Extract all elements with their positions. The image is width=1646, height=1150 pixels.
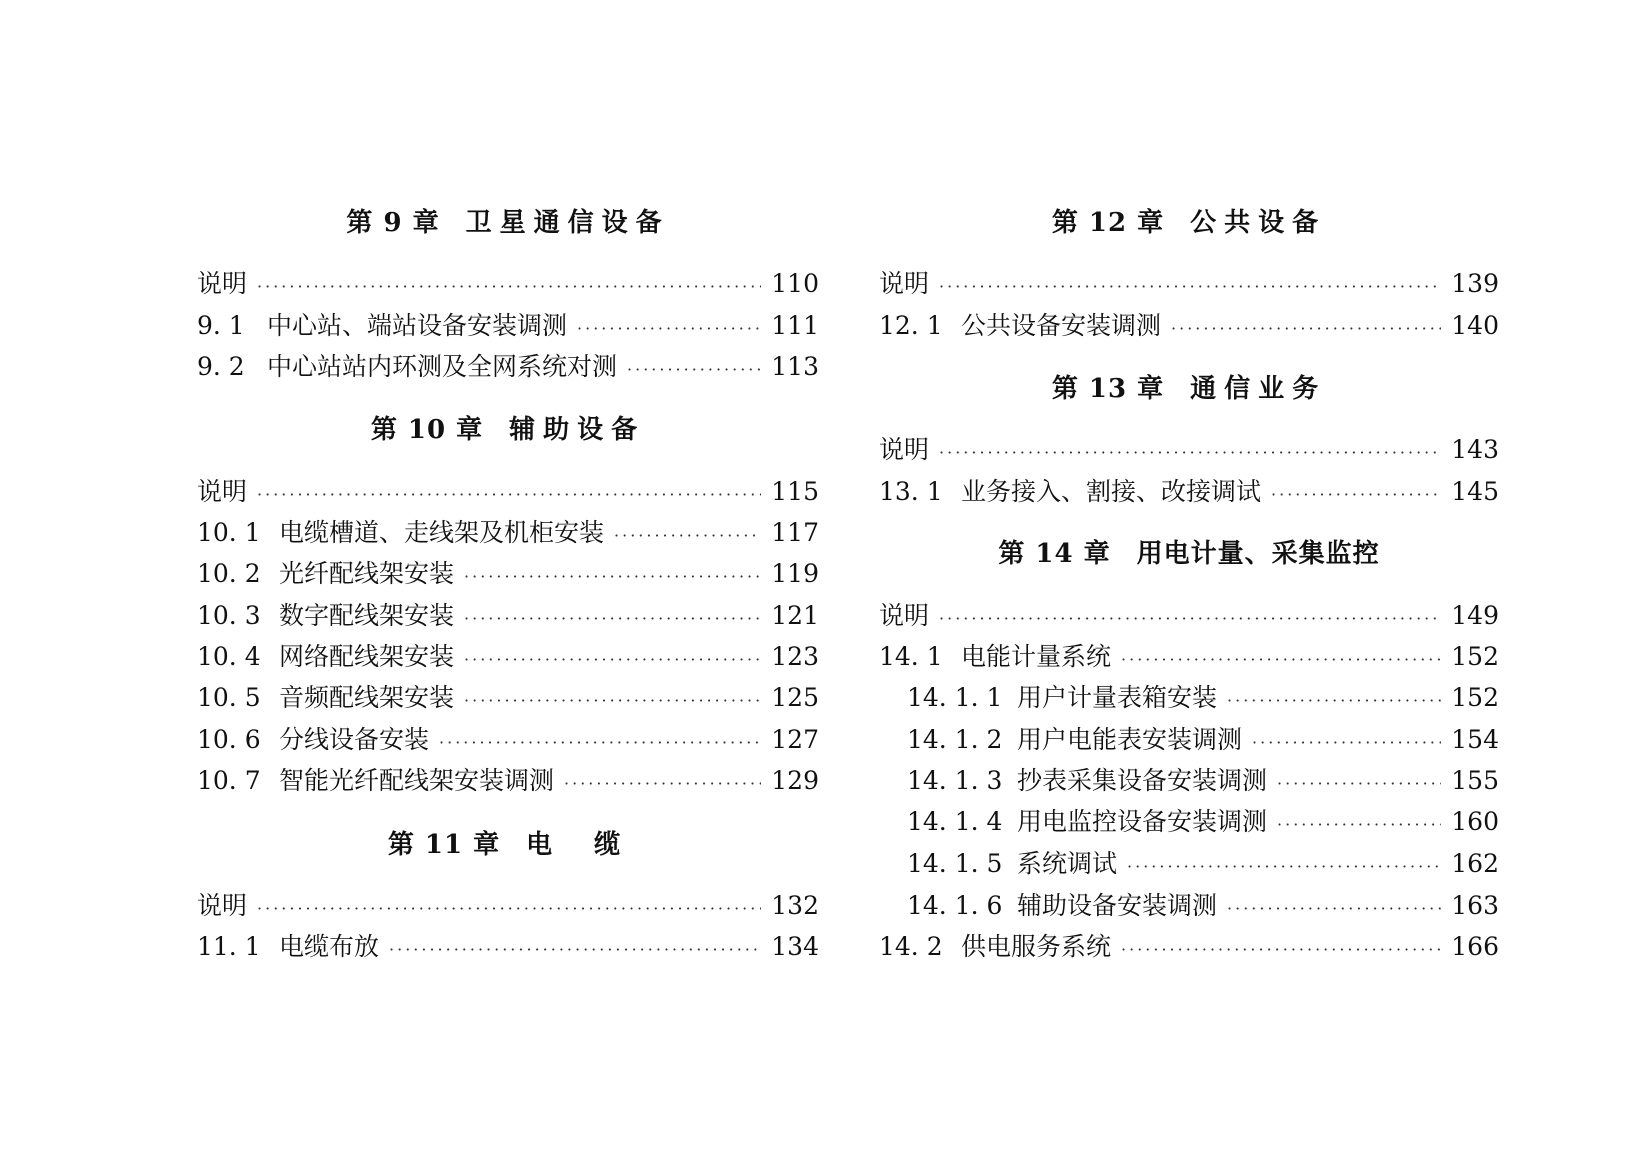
- entry-number: 9. 2: [197, 352, 245, 381]
- leader-dots: [1171, 311, 1441, 347]
- toc-entry[interactable]: [197, 929, 819, 965]
- entry-label: 说明: [197, 891, 248, 920]
- toc-subentry[interactable]: [879, 804, 1499, 840]
- toc-entry[interactable]: [879, 432, 1499, 468]
- chapter-number: 第 10 章: [370, 415, 484, 445]
- entry-page: 127: [771, 725, 819, 754]
- chapter-title: 电 缆: [526, 830, 629, 860]
- leader-dots: [1227, 891, 1441, 927]
- chapter-12-heading: [879, 203, 1499, 243]
- entry-number: 14. 1. 6: [907, 891, 1003, 920]
- entry-number: 14. 1. 4: [907, 807, 1003, 836]
- entry-number: 10. 3: [197, 601, 261, 630]
- toc-subentry[interactable]: [879, 763, 1499, 799]
- entry-label: 电能计量系统: [961, 642, 1112, 671]
- entry-label: 说明: [197, 269, 248, 298]
- chapter-title: 辅助设备: [509, 415, 646, 445]
- leader-dots: [1127, 849, 1441, 885]
- toc-entry[interactable]: [197, 888, 819, 924]
- leader-dots: [1121, 642, 1441, 678]
- chapter-title: 公共设备: [1190, 208, 1327, 238]
- entry-label: 说明: [879, 435, 930, 464]
- entry-number: 14. 1: [879, 642, 943, 671]
- entry-label: 说明: [879, 601, 930, 630]
- leader-dots: [1227, 683, 1441, 719]
- toc-entry[interactable]: [197, 474, 819, 510]
- leader-dots: [1277, 807, 1441, 843]
- leader-dots: [257, 891, 761, 927]
- leader-dots: [939, 435, 1441, 471]
- leader-dots: [464, 642, 761, 678]
- toc-entry[interactable]: [879, 639, 1499, 675]
- chapter-13-heading: [879, 369, 1499, 409]
- entry-page: 134: [771, 932, 819, 961]
- toc-entry[interactable]: [197, 639, 819, 675]
- chapter-number: 第 14 章: [998, 539, 1111, 569]
- toc-entry[interactable]: [197, 556, 819, 592]
- leader-dots: [939, 269, 1441, 305]
- entry-label: 说明: [879, 269, 930, 298]
- entry-number: 14. 1. 2: [907, 725, 1003, 754]
- entry-page: 162: [1451, 849, 1499, 878]
- entry-page: 123: [771, 642, 819, 671]
- entry-page: 154: [1451, 725, 1499, 754]
- leader-dots: [464, 559, 761, 595]
- toc-entry[interactable]: [879, 266, 1499, 302]
- entry-number: 10. 2: [197, 559, 261, 588]
- entry-number: 10. 5: [197, 683, 261, 712]
- entry-page: 166: [1451, 932, 1499, 961]
- chapter-number: 第 11 章: [387, 830, 501, 860]
- entry-number: 14. 1. 5: [907, 849, 1003, 878]
- toc-subentry[interactable]: [879, 722, 1499, 758]
- entry-number: 9. 1: [197, 311, 245, 340]
- entry-number: 14. 1. 1: [907, 683, 1003, 712]
- entry-page: 119: [771, 559, 819, 588]
- entry-number: 14. 2: [879, 932, 943, 961]
- entry-page: 110: [771, 269, 819, 298]
- entry-page: 139: [1451, 269, 1499, 298]
- entry-number: 12. 1: [879, 311, 943, 340]
- entry-label: 数字配线架安装: [279, 601, 455, 630]
- entry-number: 11. 1: [197, 932, 261, 961]
- entry-label: 公共设备安装调测: [961, 311, 1162, 340]
- entry-label: 智能光纤配线架安装调测: [279, 766, 555, 795]
- entry-label: 电缆槽道、走线架及机柜安装: [279, 518, 605, 547]
- leader-dots: [464, 601, 761, 637]
- chapter-number: 第 9 章: [346, 208, 440, 238]
- chapter-11-heading: [197, 825, 819, 865]
- toc-entry[interactable]: [197, 515, 819, 551]
- toc-entry[interactable]: [879, 308, 1499, 344]
- chapter-title: 通信业务: [1190, 374, 1327, 404]
- entry-label: 光纤配线架安装: [279, 559, 455, 588]
- entry-label: 用户计量表箱安装: [1017, 683, 1218, 712]
- entry-page: 113: [771, 352, 819, 381]
- toc-entry[interactable]: [879, 929, 1499, 965]
- entry-page: 145: [1451, 477, 1499, 506]
- toc-entry[interactable]: [197, 308, 819, 344]
- entry-page: 140: [1451, 311, 1499, 340]
- toc-subentry[interactable]: [879, 680, 1499, 716]
- entry-label: 中心站、端站设备安装调测: [267, 311, 568, 340]
- toc-entry[interactable]: [197, 266, 819, 302]
- toc-entry[interactable]: [197, 598, 819, 634]
- leader-dots: [464, 683, 761, 719]
- entry-label: 供电服务系统: [961, 932, 1112, 961]
- entry-page: 115: [771, 477, 819, 506]
- leader-dots: [389, 932, 761, 968]
- leader-dots: [614, 518, 761, 554]
- entry-page: 143: [1451, 435, 1499, 464]
- chapter-number: 第 13 章: [1051, 374, 1165, 404]
- chapter-9-heading: [197, 203, 819, 243]
- entry-page: 152: [1451, 642, 1499, 671]
- entry-label: 说明: [197, 477, 248, 506]
- leader-dots: [257, 269, 761, 305]
- chapter-number: 第 12 章: [1051, 208, 1165, 238]
- chapter-14-heading: [879, 534, 1499, 574]
- entry-label: 抄表采集设备安装调测: [1017, 766, 1268, 795]
- entry-page: 125: [771, 683, 819, 712]
- toc-subentry[interactable]: [879, 846, 1499, 882]
- leader-dots: [577, 311, 761, 347]
- entry-number: 10. 1: [197, 518, 261, 547]
- entry-number: 14. 1. 3: [907, 766, 1003, 795]
- entry-page: 152: [1451, 683, 1499, 712]
- entry-page: 155: [1451, 766, 1499, 795]
- entry-label: 分线设备安装: [279, 725, 430, 754]
- toc-entry[interactable]: [879, 598, 1499, 634]
- leader-dots: [1252, 725, 1441, 761]
- toc-subentry[interactable]: [879, 888, 1499, 924]
- entry-page: 117: [771, 518, 819, 547]
- entry-page: 111: [771, 311, 819, 340]
- leader-dots: [564, 766, 761, 802]
- entry-label: 音频配线架安装: [279, 683, 455, 712]
- leader-dots: [439, 725, 761, 761]
- leader-dots: [627, 352, 761, 388]
- entry-label: 系统调试: [1017, 849, 1118, 878]
- toc-entry[interactable]: [197, 722, 819, 758]
- entry-number: 13. 1: [879, 477, 943, 506]
- leader-dots: [1121, 932, 1441, 968]
- toc-entry[interactable]: [197, 349, 819, 385]
- chapter-title: 卫星通信设备: [465, 208, 670, 238]
- entry-number: 10. 6: [197, 725, 261, 754]
- entry-number: 10. 7: [197, 766, 261, 795]
- chapter-title: 用电计量、采集监控: [1136, 539, 1380, 569]
- leader-dots: [257, 477, 761, 513]
- entry-label: 用户电能表安装调测: [1017, 725, 1243, 754]
- entry-number: 10. 4: [197, 642, 261, 671]
- toc-entry[interactable]: [197, 763, 819, 799]
- entry-page: 160: [1451, 807, 1499, 836]
- leader-dots: [1277, 766, 1441, 802]
- toc-entry[interactable]: [197, 680, 819, 716]
- entry-page: 149: [1451, 601, 1499, 630]
- entry-page: 121: [771, 601, 819, 630]
- entry-label: 网络配线架安装: [279, 642, 455, 671]
- entry-page: 132: [771, 891, 819, 920]
- entry-label: 中心站站内环测及全网系统对测: [267, 352, 618, 381]
- chapter-10-heading: [197, 410, 819, 450]
- entry-label: 辅助设备安装调测: [1017, 891, 1218, 920]
- entry-page: 129: [771, 766, 819, 795]
- entry-label: 用电监控设备安装调测: [1017, 807, 1268, 836]
- entry-label: 业务接入、割接、改接调试: [961, 477, 1262, 506]
- leader-dots: [1271, 477, 1441, 513]
- leader-dots: [939, 601, 1441, 637]
- entry-page: 163: [1451, 891, 1499, 920]
- entry-label: 电缆布放: [279, 932, 380, 961]
- toc-entry[interactable]: [879, 474, 1499, 510]
